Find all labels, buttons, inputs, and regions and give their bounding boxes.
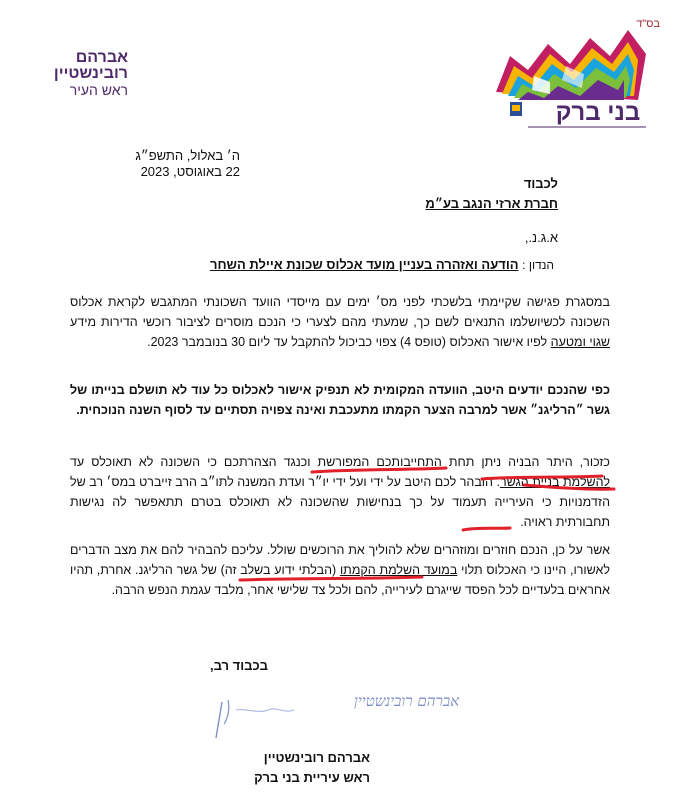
salutation: א.ג.נ.,: [524, 230, 558, 245]
paragraph-3: [70, 452, 610, 532]
p1-text-b: לפיו אישור האכלוס (טופס 4) צפוי כביכול להתקבל עד ליום 30 בנובמבר 2023.: [147, 335, 548, 349]
p4-text-a: אשר על כן, הנכם חוזרים ומוזהרים שלא להוליך את הרוכשים שולל. עליכם להבהיר להם את מצב הדברים לאשורו, היינו כי האכלוס תלוי: [70, 543, 611, 577]
signer-name: אברהם רובינשטיין: [263, 750, 370, 765]
mayor-header: [38, 50, 128, 99]
bsd-mark: בס"ד: [636, 18, 660, 30]
subject-text: הודעה ואזהרה בעניין מועד אכלוס שכונת איילת השחר: [209, 257, 519, 272]
logo-text: בני ברק: [555, 99, 641, 126]
paragraph-4: [70, 540, 610, 600]
subject-label: הנדון :: [522, 258, 554, 272]
bnei-brak-logo: [488, 30, 660, 138]
gregorian-date: 22 באוגוסט, 2023: [140, 164, 240, 179]
recipient-company: חברת ארזי הנגב בע״מ: [425, 196, 558, 211]
letter-date: [60, 148, 240, 180]
p3-text-a: כזכור, היתר הבניה ניתן תחת התחייבותכם המפורשת וכנגד הצהרתכם כי השכונה לא תאוכלס עד: [70, 455, 610, 469]
mayor-last-name: רובינשטיין: [53, 65, 128, 82]
p1-underlined: שגוי ומטעה: [550, 335, 610, 349]
mayor-first-name: אברהם: [75, 49, 128, 66]
mayor-title: ראש העיר: [69, 82, 128, 98]
p4-text-b: (הבלתי ידוע בשלב זה) של גשר הרליגנ. אחרת, תהיו אחראים בלעדיים לכל הפסד שייגרם לעירייה, להם ולכל צד שלישי אחר, מלבד עגמת הנפש הרבה.: [70, 563, 610, 597]
svg-text:אברהם רובינשטיין: אברהם רובינשטיין: [354, 692, 460, 710]
closing-regards: בכבוד רב,: [210, 658, 268, 673]
p4-underlined: במועד השלמת הקמתו: [339, 563, 458, 577]
p3-text-b: . הובהר לכם היטב על ידי ועל ידי יו״ר ועדת המשנה לתו״ב הרב זייברט במס׳ רב של הזדמנויות כי העירייה תעמוד על כך בנחישות שהשכונה לא תאוכלס בטרם תתאפשר לה נגישות תחבורתית ראויה.: [70, 475, 610, 529]
subject-line: [120, 257, 554, 272]
paragraph-1: [70, 292, 610, 352]
paragraph-2: כפי שהנכם יודעים היטב, הוועדה המקומית לא תנפיק אישור לאכלוס כל עוד לא תושלם בנייתו של גשר ״הרליגנ״ אשר למרבה הצער הקמתו מתעכבת ואינה צפויה תסתיים עד לסוף השנה הנוכחית.: [70, 383, 610, 417]
handwritten-signature: [206, 680, 460, 742]
signer-title: ראש עיריית בני ברק: [254, 770, 370, 785]
p3-underlined: להשלמת בניית הגשר: [499, 475, 610, 489]
p1-text-a: במסגרת פגישה שקיימתי בלשכתי לפני מס׳ ימים עם מייסדי הוועד השכונתי המתגבש לקראת אכלוס השכונה לכשיושלמו התנאים לשם כך, שמעתי מהם לצערי כי הנכם מוסרים לציבור רוכשי הדירות מידע: [70, 295, 610, 329]
signer-block: [230, 748, 370, 788]
hebrew-date: ה׳ באלול, התשפ״ג: [135, 148, 240, 163]
greeting: לכבוד: [523, 176, 558, 191]
